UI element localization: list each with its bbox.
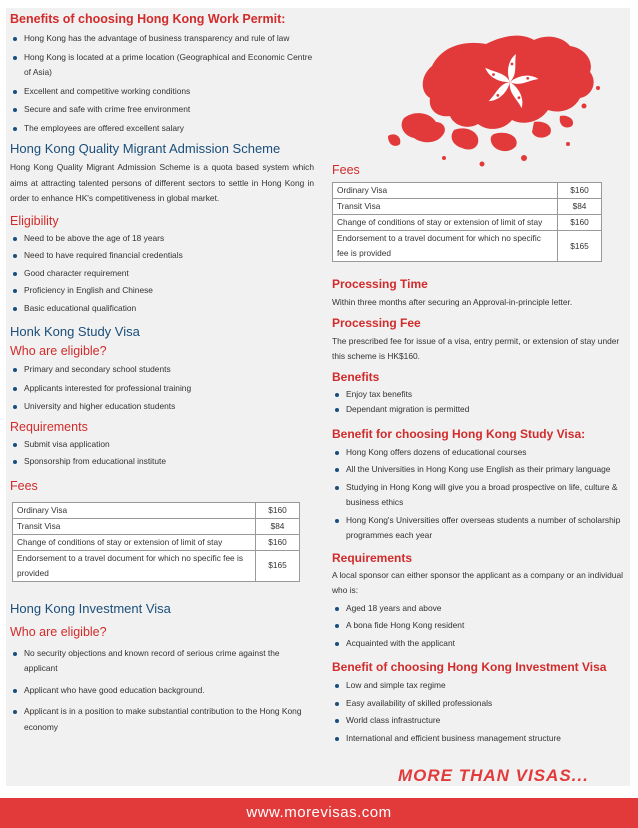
sponsor-requirements-heading: Requirements <box>332 550 413 565</box>
fee-amount: $160 <box>256 502 300 518</box>
fee-item: Ordinary Visa <box>333 183 558 199</box>
list-item: Hong Kong's Universities offer overseas students a number of scholarship programmes each year <box>332 513 624 544</box>
fee-item: Transit Visa <box>13 518 256 534</box>
sponsor-requirements-list <box>332 601 624 652</box>
right-fees-heading: Fees <box>332 163 360 177</box>
footer-url-link[interactable]: www.morevisas.com <box>246 804 392 821</box>
left-fees-table <box>12 502 300 582</box>
processing-time-heading: Processing Time <box>332 277 428 291</box>
sponsor-requirements-text: A local sponsor can either sponsor the applicant as a company or an individual who is: <box>332 569 623 595</box>
list-item: Dependant migration is permitted <box>332 402 624 418</box>
investment-visa-heading: Hong Kong Investment Visa <box>10 600 171 616</box>
study-requirements-list <box>10 437 314 470</box>
work-permit-list <box>10 31 314 136</box>
fee-item: Endorsement to a travel document for which no specific fee is provided <box>333 231 558 262</box>
fee-item: Change of conditions of stay or extension of limit of stay <box>13 534 256 550</box>
list-item: Good character requirement <box>10 266 314 282</box>
list-item: Applicants interested for professional training <box>10 381 314 397</box>
processing-fee-heading: Processing Fee <box>332 315 421 330</box>
fee-amount: $160 <box>558 215 602 231</box>
brand-tagline: MORE THAN VISAS... <box>398 766 589 785</box>
fee-row <box>13 534 300 550</box>
list-item: The employees are offered excellent salary <box>10 121 314 137</box>
fee-item: Transit Visa <box>333 199 558 215</box>
list-item: Secure and safe with crime free environment <box>10 102 314 118</box>
list-item: Basic educational qualification <box>10 301 314 317</box>
study-benefit-list <box>332 445 624 544</box>
fee-item: Ordinary Visa <box>13 502 256 518</box>
fee-amount: $84 <box>256 518 300 534</box>
list-item: Primary and secondary school students <box>10 362 314 378</box>
investment-eligibility-list <box>10 646 314 736</box>
investment-who-heading: Who are eligible? <box>10 624 107 639</box>
processing-time-text: Within three months after securing an Approval-in-principle letter. <box>332 297 573 307</box>
list-item: Low and simple tax regime <box>332 678 624 694</box>
fee-amount: $165 <box>558 231 602 262</box>
list-item: Easy availability of skilled professionals <box>332 696 624 712</box>
fee-row <box>13 518 300 534</box>
study-who-list <box>10 362 314 415</box>
benefits-heading: Benefits <box>332 369 380 384</box>
investment-benefit-heading: Benefit of choosing Hong Kong Investment Visa <box>332 660 607 674</box>
benefits-list <box>332 387 624 418</box>
fee-row <box>333 215 602 231</box>
eligibility-heading: Eligibility <box>10 213 59 228</box>
list-item: Aged 18 years and above <box>332 601 624 617</box>
list-item: International and efficient business management structure <box>332 731 624 747</box>
fee-row <box>333 183 602 199</box>
work-permit-heading: Benefits of choosing Hong Kong Work Permit: <box>10 12 286 26</box>
left-column <box>10 8 314 741</box>
list-item: Hong Kong is located at a prime location (Geographical and Economic Centre of Asia) <box>10 50 314 81</box>
study-requirements-heading: Requirements <box>10 419 88 434</box>
fee-amount: $160 <box>256 534 300 550</box>
list-item: Applicant is in a position to make substantial contribution to the Hong Kong economy <box>10 704 314 735</box>
fee-amount: $84 <box>558 199 602 215</box>
list-item: Proficiency in English and Chinese <box>10 283 314 299</box>
fee-item: Endorsement to a travel document for which no specific fee is provided <box>13 550 256 581</box>
fee-row <box>333 199 602 215</box>
study-who-heading: Who are eligible? <box>10 344 107 358</box>
list-item: Acquainted with the applicant <box>332 636 624 652</box>
list-item: Hong Kong offers dozens of educational courses <box>332 445 624 461</box>
fee-item: Change of conditions of stay or extension of limit of stay <box>333 215 558 231</box>
fee-row <box>333 231 602 262</box>
list-item: Need to have required financial credentials <box>10 248 314 264</box>
list-item: All the Universities in Hong Kong use English as their primary language <box>332 462 624 478</box>
fee-amount: $165 <box>256 550 300 581</box>
list-item: Need to be above the age of 18 years <box>10 231 314 247</box>
fee-amount: $160 <box>558 183 602 199</box>
list-item: Sponsorship from educational institute <box>10 454 314 470</box>
right-fees-table <box>332 182 602 262</box>
list-item: Hong Kong has the advantage of business transparency and rule of law <box>10 31 314 47</box>
list-item: University and higher education students <box>10 399 314 415</box>
list-item: Applicant who have good education background. <box>10 683 314 699</box>
hong-kong-map-flag-icon <box>384 26 604 178</box>
list-item: Excellent and competitive working conditions <box>10 84 314 100</box>
list-item: No security objections and known record of serious crime against the applicant <box>10 646 314 677</box>
list-item: Submit visa application <box>10 437 314 453</box>
qmas-heading: Hong Kong Quality Migrant Admission Scheme <box>10 141 281 156</box>
investment-benefit-list <box>332 678 624 746</box>
fee-row <box>13 502 300 518</box>
qmas-text: Hong Kong Quality Migrant Admission Scheme is a quota based system which aims at attracting talented persons of different sectors to settle in Hong Kong in order to enhance HK's competitiveness in global market. <box>10 162 314 203</box>
processing-fee-text: The prescribed fee for issue of a visa, entry permit, or extension of stay under this scheme is HK$160. <box>332 335 620 361</box>
study-benefit-heading: Benefit for choosing Hong Kong Study Visa: <box>332 426 586 441</box>
content-sheet <box>6 8 630 786</box>
list-item: Enjoy tax benefits <box>332 387 624 403</box>
study-visa-heading: Honk Kong Study Visa <box>10 324 140 339</box>
list-item: Studying in Hong Kong will give you a broad prospective on life, culture & business ethics <box>332 480 624 511</box>
right-column <box>332 162 624 748</box>
eligibility-list <box>10 231 314 317</box>
left-fees-heading: Fees <box>10 478 38 493</box>
list-item: A bona fide Hong Kong resident <box>332 618 624 634</box>
footer-bar <box>0 798 638 828</box>
list-item: World class infrastructure <box>332 713 624 729</box>
fee-row <box>13 550 300 581</box>
